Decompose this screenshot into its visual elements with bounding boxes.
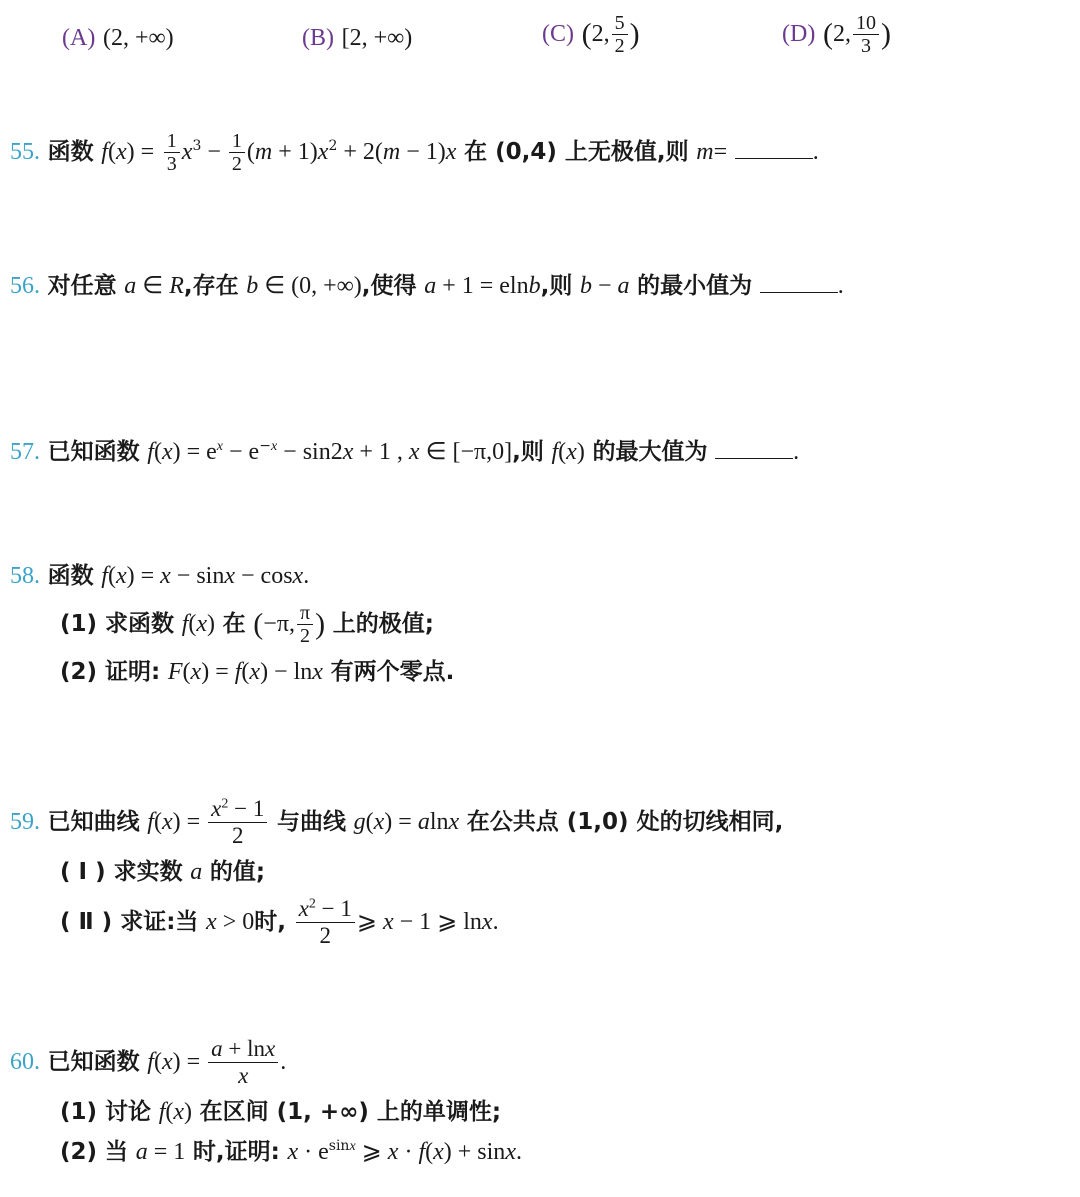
question-58-part-1: (1) 求函数 f(x) 在 (−π, $\frac{\pi}{2}$ ) 上的极值; [60, 602, 434, 647]
question-58-part-2: (2) 证明: F(x) = f(x) − lnx 有两个零点. [60, 659, 455, 685]
question-number: 57. [10, 439, 40, 465]
answer-blank[interactable] [735, 140, 813, 159]
option-d-label: (D) [782, 21, 816, 47]
option-d: (D) (2, $\frac{10}{3}$ ) [782, 12, 891, 57]
option-a [62, 22, 174, 53]
option-b [302, 22, 412, 53]
question-text: 函数 [47, 139, 94, 165]
answer-blank[interactable] [715, 440, 793, 459]
question-number: 58. [10, 563, 40, 589]
question-55: 55. 函数 f(x) = $\frac{1}{3}$ $x^3$ − $\frac{1}{2}$ $(m + 1)x^2 + 2(m - 1)x$ 在 (0,4) 上无极值,则 m= . [10, 130, 819, 175]
question-number: 60. [10, 1049, 40, 1075]
question-56: 56. 对任意 a ∈ R,存在 b ∈ (0, +∞),使得 a + 1 = elnb,则 b − a 的最小值为 . [10, 273, 844, 299]
question-59-part-2: ( Ⅱ ) 求证:当 x > 0时, $\frac{x^2 - 1}{2}$ ⩾ x − 1 ⩾ lnx. [60, 896, 499, 948]
question-57: 57. 已知函数 $f(x) = e^x - e^{-x} - \sin 2x + 1$ , x ∈ [−π,0],则 f(x) 的最大值为 . [10, 438, 800, 465]
question-number: 55. [10, 139, 40, 165]
option-c-fraction: $\frac{5}{2}$ [612, 12, 628, 57]
question-59-part-1: ( Ⅰ ) 求实数 a 的值; [60, 859, 266, 885]
option-a-text: (2, +∞) [102, 25, 174, 51]
option-c-label: (C) [542, 21, 574, 47]
question-number: 56. [10, 273, 40, 299]
question-number: 59. [10, 809, 40, 835]
question-text-tail: 在 (0,4) 上无极值,则 [464, 139, 689, 165]
answer-blank[interactable] [760, 274, 838, 293]
question-60-part-2: (2) 当 a = 1 时,证明: $x \cdot e^{sinx}$ ⩾ x · f(x) + sinx. [60, 1138, 522, 1165]
question-58: 58. 函数 f(x) = x − sinx − cosx. [10, 563, 310, 589]
option-a-label: (A) [62, 25, 96, 51]
option-c: (C) (2, $\frac{5}{2}$ ) [542, 12, 640, 57]
question-60: 60. 已知函数 f(x) = $\frac{a + \ln x}{x}$ . [10, 1036, 287, 1088]
option-b-text: [2, +∞) [341, 25, 413, 51]
question-59: 59. 已知曲线 f(x) = $\frac{x^2 - 1}{2}$ 与曲线 g(x) = alnx 在公共点 (1,0) 处的切线相同, [10, 796, 784, 848]
question-60-part-1: (1) 讨论 f(x) 在区间 (1, +∞) 上的单调性; [60, 1099, 502, 1125]
option-d-fraction: $\frac{10}{3}$ [853, 12, 879, 57]
option-b-label: (B) [302, 25, 334, 51]
